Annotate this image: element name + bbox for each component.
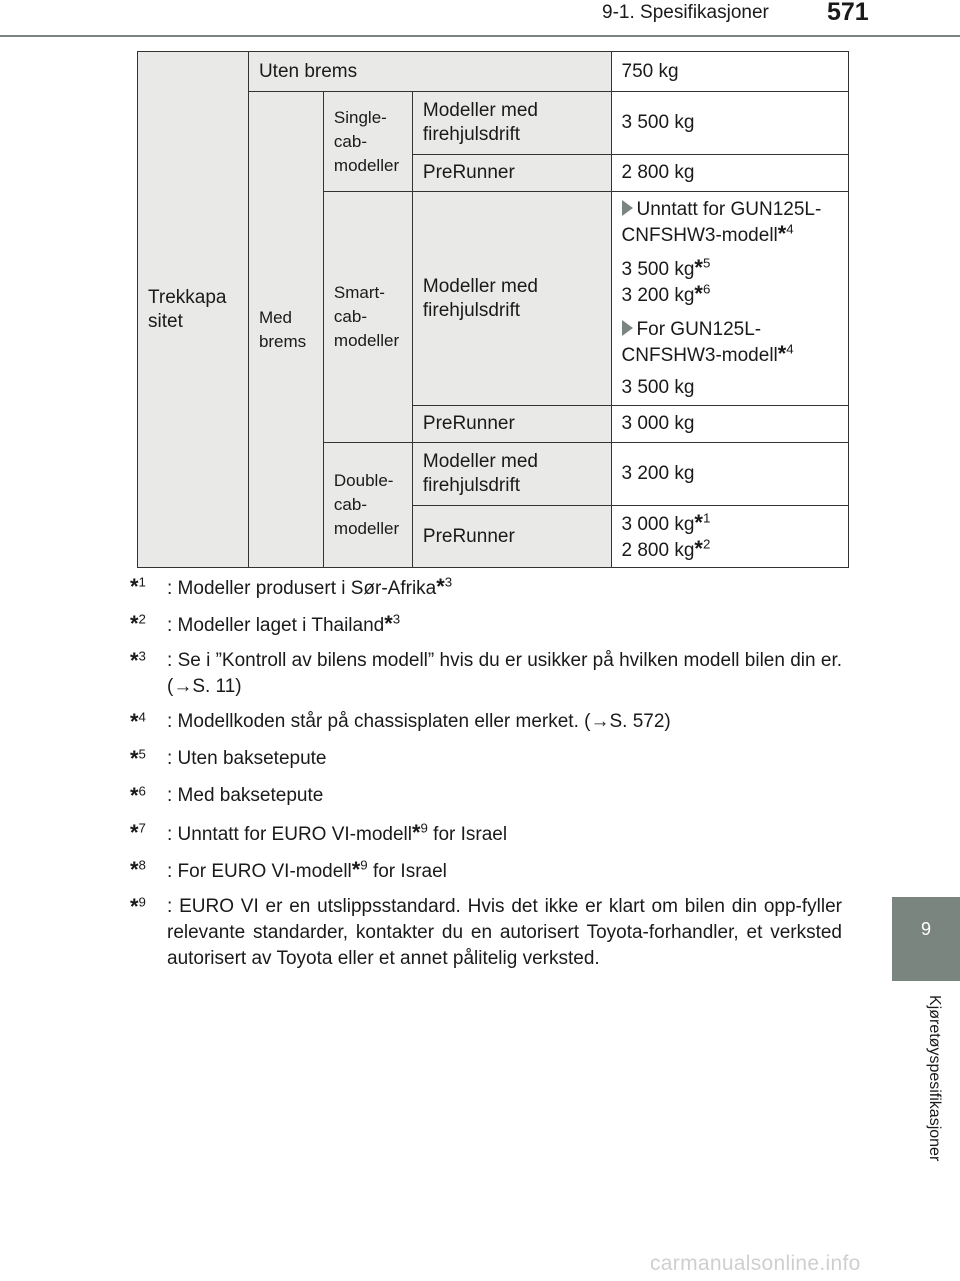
chapter-label: Kjøretøyspesifikasjoner	[926, 995, 943, 1162]
smart-cab-bullet-2: For GUN125L-CNFSHW3-modell*$^4$	[621, 318, 794, 366]
towing-capacity-table	[137, 51, 849, 568]
no-brakes-label: Uten brems	[248, 52, 611, 92]
triangle-bullet-icon	[622, 200, 633, 216]
double-cab-prerunner-label: PreRunner	[412, 506, 611, 568]
smart-cab-prerunner-value: 3 000 kg	[611, 406, 848, 443]
smart-cab-value-1a: 3 500 kg*$^5$	[621, 254, 711, 280]
footnote-7: *$^7$ : Unntatt for EURO VI-modell*$^9$ for Israel	[130, 820, 508, 845]
smart-cab-awd-label: Modeller med firehjulsdrift	[412, 192, 611, 406]
no-brakes-value: 750 kg	[611, 52, 848, 92]
footnote-9: *$^9$ : EURO VI er en utslippsstandard. Hvis det ikke er klart om bilen din opp-fyller relevante standarder, kontakter du en autorisert Toyota-forhandler, et verksted autorisert av Toyota eller et annet pålitelig verksted.	[130, 894, 842, 969]
smart-cab-value-1b: 3 200 kg*$^6$	[621, 280, 711, 306]
arrow-right-icon: →	[173, 676, 193, 697]
double-cab-value-b: 2 800 kg*$^2$	[621, 535, 711, 561]
row-header-towing-capacity: Trekkapa sitet	[138, 52, 249, 568]
double-cab-awd-label: Modeller med firehjulsdrift	[412, 443, 611, 506]
footnote-8: *$^8$ : For EURO VI-modell*$^9$ for Israel	[130, 857, 447, 882]
footnote-3: *$^3$ : Se i ”Kontroll av bilens modell” hvis du er usikker på hvilken modell bilen din er. (→S. 11)	[130, 648, 842, 697]
single-cab-awd-value: 3 500 kg	[611, 92, 848, 155]
smart-cab-bullet-1: Unntatt for GUN125L-CNFSHW3-modell*$^4$	[621, 198, 822, 246]
single-cab-label: Single- cab- modeller	[323, 92, 412, 192]
footnote-6: *$^6$ : Med baksetepute	[130, 783, 324, 808]
with-brakes-label: Med brems	[248, 92, 323, 568]
page-reference-link[interactable]: S. 11	[192, 676, 236, 697]
smart-cab-awd-value-cell	[611, 192, 848, 406]
smart-cab-label: Smart- cab- modeller	[323, 192, 412, 443]
smart-cab-prerunner-label: PreRunner	[412, 406, 611, 443]
page-reference-link[interactable]: S. 572	[609, 711, 665, 732]
chapter-tab[interactable]	[892, 897, 960, 981]
triangle-bullet-icon	[622, 320, 633, 336]
double-cab-awd-value: 3 200 kg	[611, 443, 848, 506]
single-cab-prerunner-label: PreRunner	[412, 155, 611, 192]
watermark: carmanualsonline.info	[650, 1252, 861, 1275]
footnote-4: *$^4$ : Modellkoden står på chassisplaten eller merket. (→S. 572)	[130, 709, 671, 734]
page-number: 571	[827, 0, 869, 26]
header-rule	[0, 35, 960, 37]
single-cab-awd-label: Modeller med firehjulsdrift	[412, 92, 611, 155]
double-cab-prerunner-value-cell	[611, 506, 848, 568]
double-cab-label: Double- cab- modeller	[323, 443, 412, 568]
arrow-right-icon: →	[590, 711, 610, 732]
smart-cab-value-2: 3 500 kg	[621, 376, 695, 398]
single-cab-prerunner-value: 2 800 kg	[611, 155, 848, 192]
footnotes	[130, 574, 842, 981]
footnote-2: *$^2$ : Modeller laget i Thailand*$^3$	[130, 611, 401, 636]
chapter-number: 9	[920, 919, 931, 939]
footnote-1: *$^1$ : Modeller produsert i Sør-Afrika*$^3$	[130, 574, 453, 599]
section-title: 9-1. Spesifikasjoner	[602, 2, 769, 23]
footnote-5: *$^5$ : Uten baksetepute	[130, 746, 327, 771]
double-cab-value-a: 3 000 kg*$^1$	[621, 509, 711, 535]
